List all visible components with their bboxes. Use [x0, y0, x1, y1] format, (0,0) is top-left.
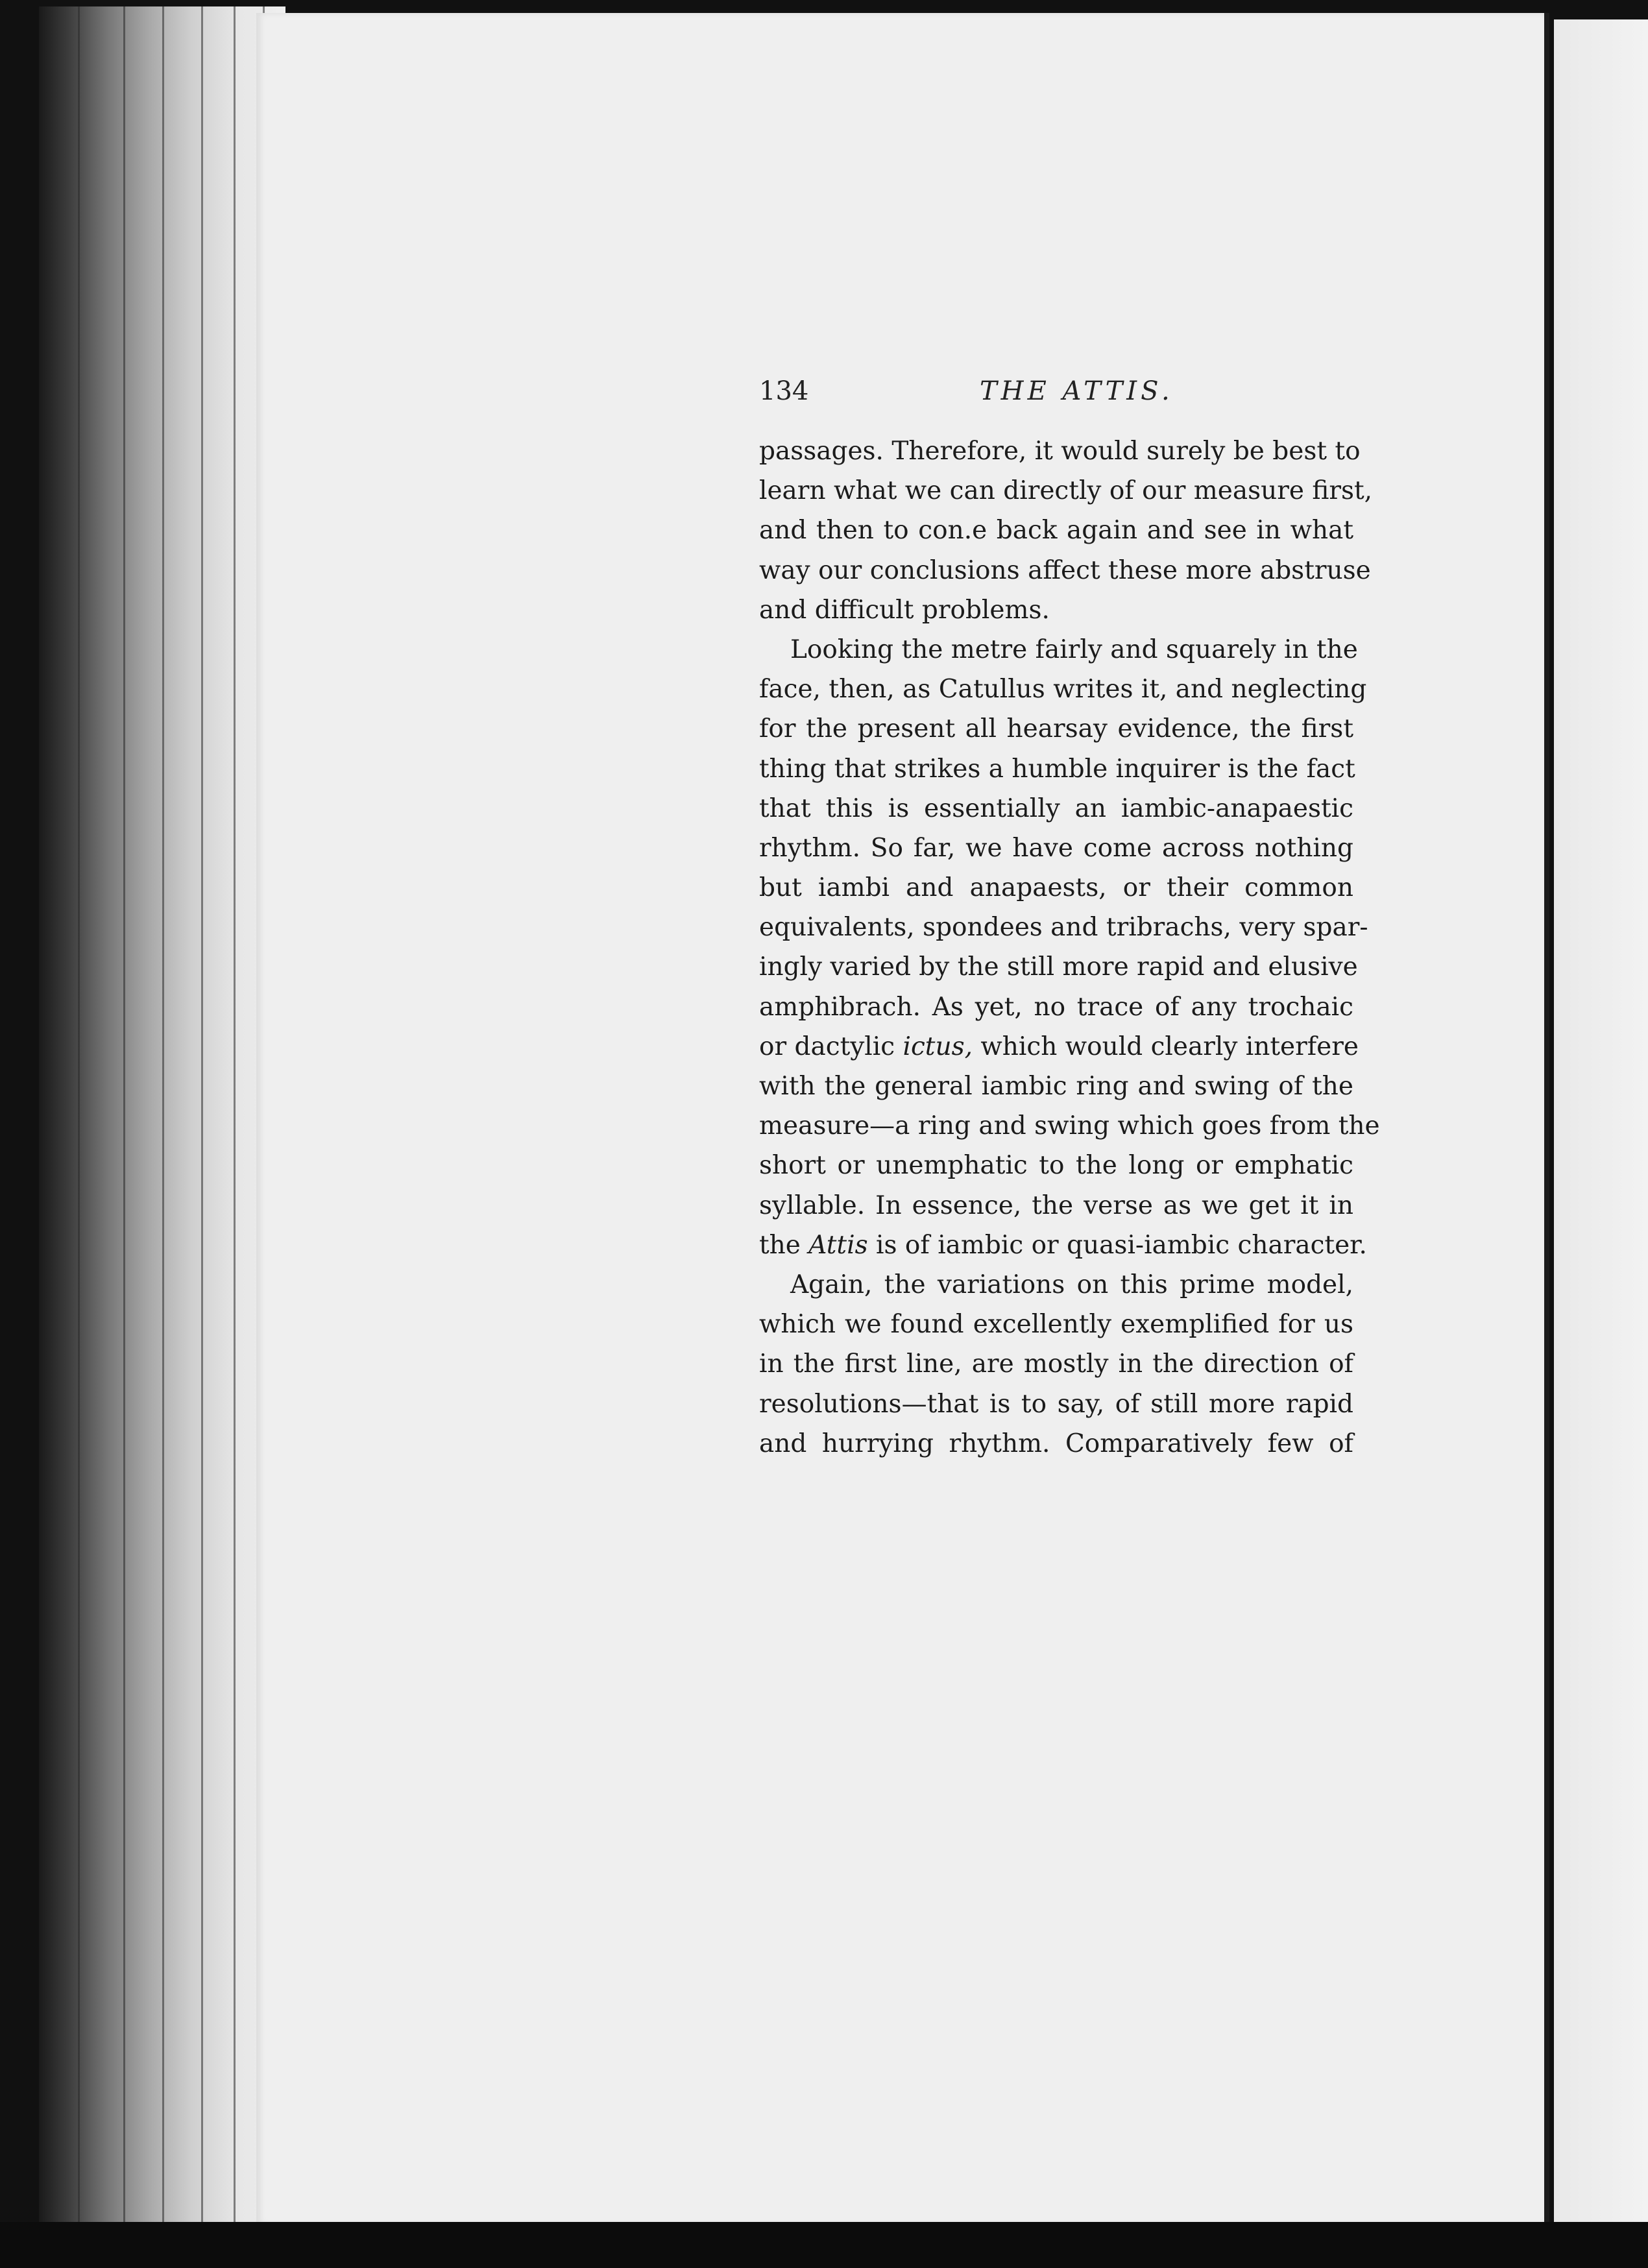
text-line: ingly varied by the still more rapid and elusive — [759, 952, 1358, 982]
text-line: face, then, as Catullus writes it, and neglecting — [759, 675, 1367, 705]
text-line — [759, 1027, 1359, 1067]
text-line: but iambi and anapaests, or their common — [759, 873, 1353, 903]
facing-page-sliver — [1554, 19, 1648, 2225]
text-line: amphibrach. As yet, no trace of any trochaic — [759, 992, 1353, 1022]
running-head — [759, 376, 1356, 422]
text-line: and difficult problems. — [759, 595, 1050, 625]
book-page-edges — [39, 6, 285, 2225]
text-line: syllable. In essence, the verse as we get it in — [759, 1190, 1353, 1220]
text-line: with the general iambic ring and swing of the — [759, 1072, 1353, 1101]
text-line: and then to con.e back again and see in what — [759, 516, 1353, 546]
scanner-bottom-band — [0, 2222, 1648, 2268]
text-line: learn what we can directly of our measure first, — [759, 476, 1373, 506]
text-segment: is of iambic or quasi-iambic character. — [876, 1230, 1367, 1260]
body-text — [759, 431, 1380, 1464]
text-line: equivalents, spondees and tribrachs, very spar- — [759, 913, 1368, 943]
page-number: 134 — [759, 376, 809, 406]
text-line: short or unemphatic to the long or emphatic — [759, 1151, 1353, 1181]
running-head-title: THE ATTIS. — [980, 376, 1174, 406]
text-line: and hurrying rhythm. Comparatively few of — [759, 1429, 1353, 1458]
text-line: Again, the variations on this prime model, — [790, 1270, 1353, 1299]
text-line: measure—a ring and swing which goes from the — [759, 1111, 1380, 1141]
text-segment: or dactylic — [759, 1031, 895, 1061]
text-line: in the first line, are mostly in the direction of — [759, 1349, 1353, 1379]
text-line: passages. Therefore, it would surely be best to — [759, 437, 1361, 466]
text-line: rhythm. So far, we have come across nothing — [759, 833, 1353, 863]
text-line: thing that strikes a humble inquirer is the fact — [759, 754, 1355, 784]
text-line: which we found excellently exemplified for us — [759, 1310, 1353, 1340]
italic-word: Attis — [808, 1230, 868, 1260]
text-line: way our conclusions affect these more abstruse — [759, 555, 1371, 585]
text-line: that this is essentially an iambic-anapaestic — [759, 793, 1353, 823]
text-segment: which would clearly interfere — [980, 1031, 1359, 1061]
italic-word: ictus, — [903, 1031, 973, 1061]
text-line: Looking the metre fairly and squarely in the — [790, 634, 1358, 664]
text-line: resolutions—that is to say, of still more rapid — [759, 1389, 1353, 1419]
text-segment: the — [759, 1230, 801, 1260]
text-line — [759, 1225, 1367, 1265]
text-line: for the present all hearsay evidence, the first — [759, 714, 1353, 744]
